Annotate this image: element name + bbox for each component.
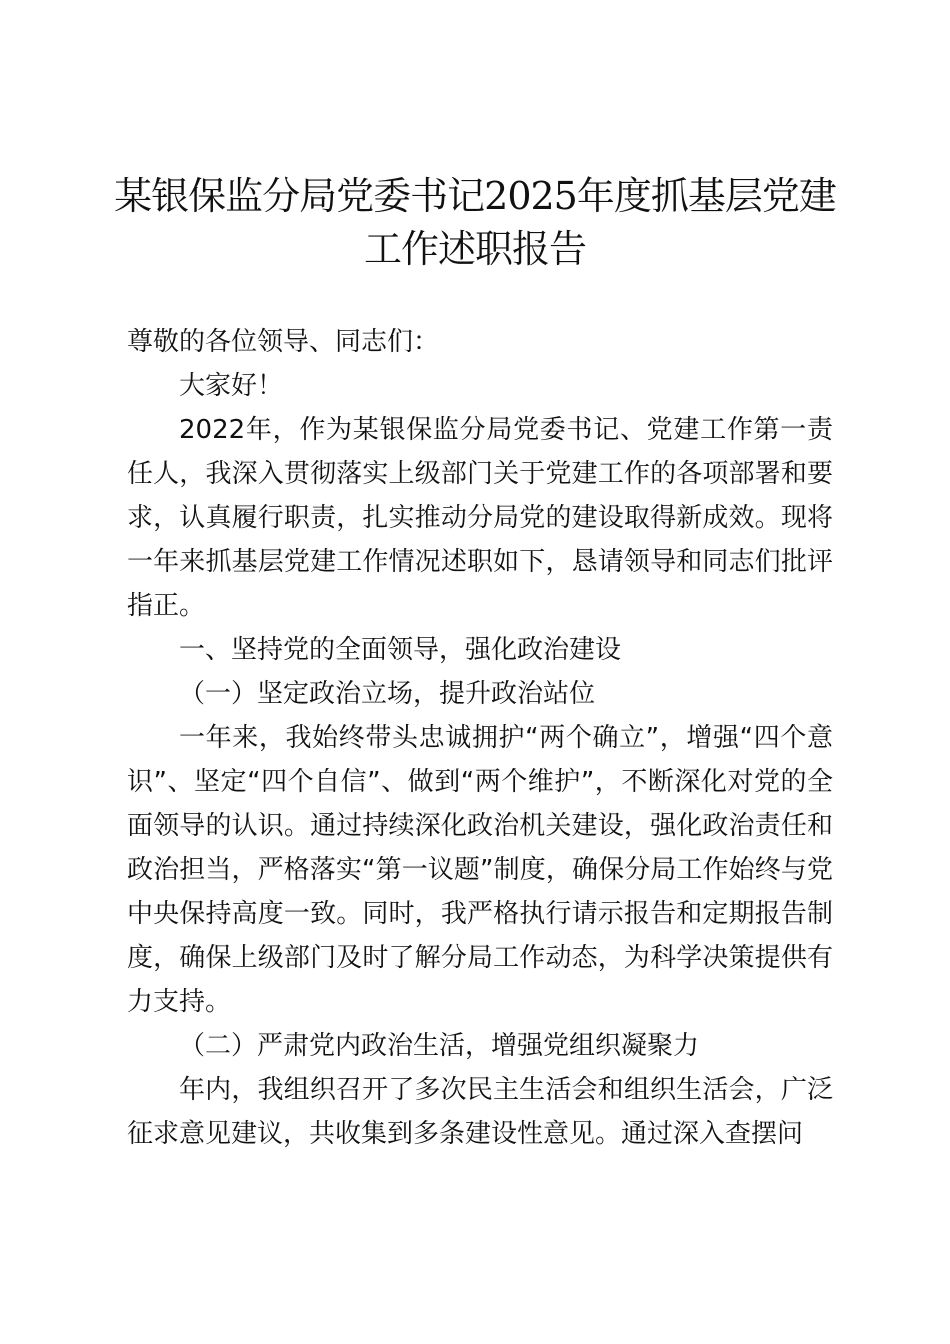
subsection-heading-2: （二）严肃党内政治生活，增强党组织凝聚力 <box>179 1031 700 1061</box>
greeting: 大家好！ <box>179 371 284 401</box>
body-paragraph-2: 年内，我组织召开了多次民主生活会和组织生活会，广泛征求意见建议，共收集到多条建设性意见。通过深入查摆问 <box>127 1075 833 1149</box>
document-title: 某银保监分局党委书记2025年度抓基层党建工作述职报告 <box>114 174 836 271</box>
subsection-heading-1: （一）坚定政治立场，提升政治站位 <box>179 679 596 709</box>
salutation: 尊敬的各位领导、同志们： <box>127 327 440 357</box>
section-heading-1: 一、坚持党的全面领导，强化政治建设 <box>179 635 622 665</box>
intro-paragraph: 2022年，作为某银保监分局党委书记、党建工作第一责任人，我深入贯彻落实上级部门关于党建工作的各项部署和要求，认真履行职责，扎实推动分局党的建设取得新成效。现将一年来抓基层党建工作情况述职如下，恳请领导和同志们批评指正。 <box>127 415 833 621</box>
document-body <box>127 320 833 1156</box>
body-paragraph-1: 一年来，我始终带头忠诚拥护“两个确立”，增强“四个意识”、坚定“四个自信”、做到“两个维护”，不断深化对党的全面领导的认识。通过持续深化政治机关建设，强化政治责任和政治担当，严格落实“第一议题”制度，确保分局工作始终与党中央保持高度一致。同时，我严格执行请示报告和定期报告制度，确保上级部门及时了解分局工作动态，为科学决策提供有力支持。 <box>127 723 833 1017</box>
